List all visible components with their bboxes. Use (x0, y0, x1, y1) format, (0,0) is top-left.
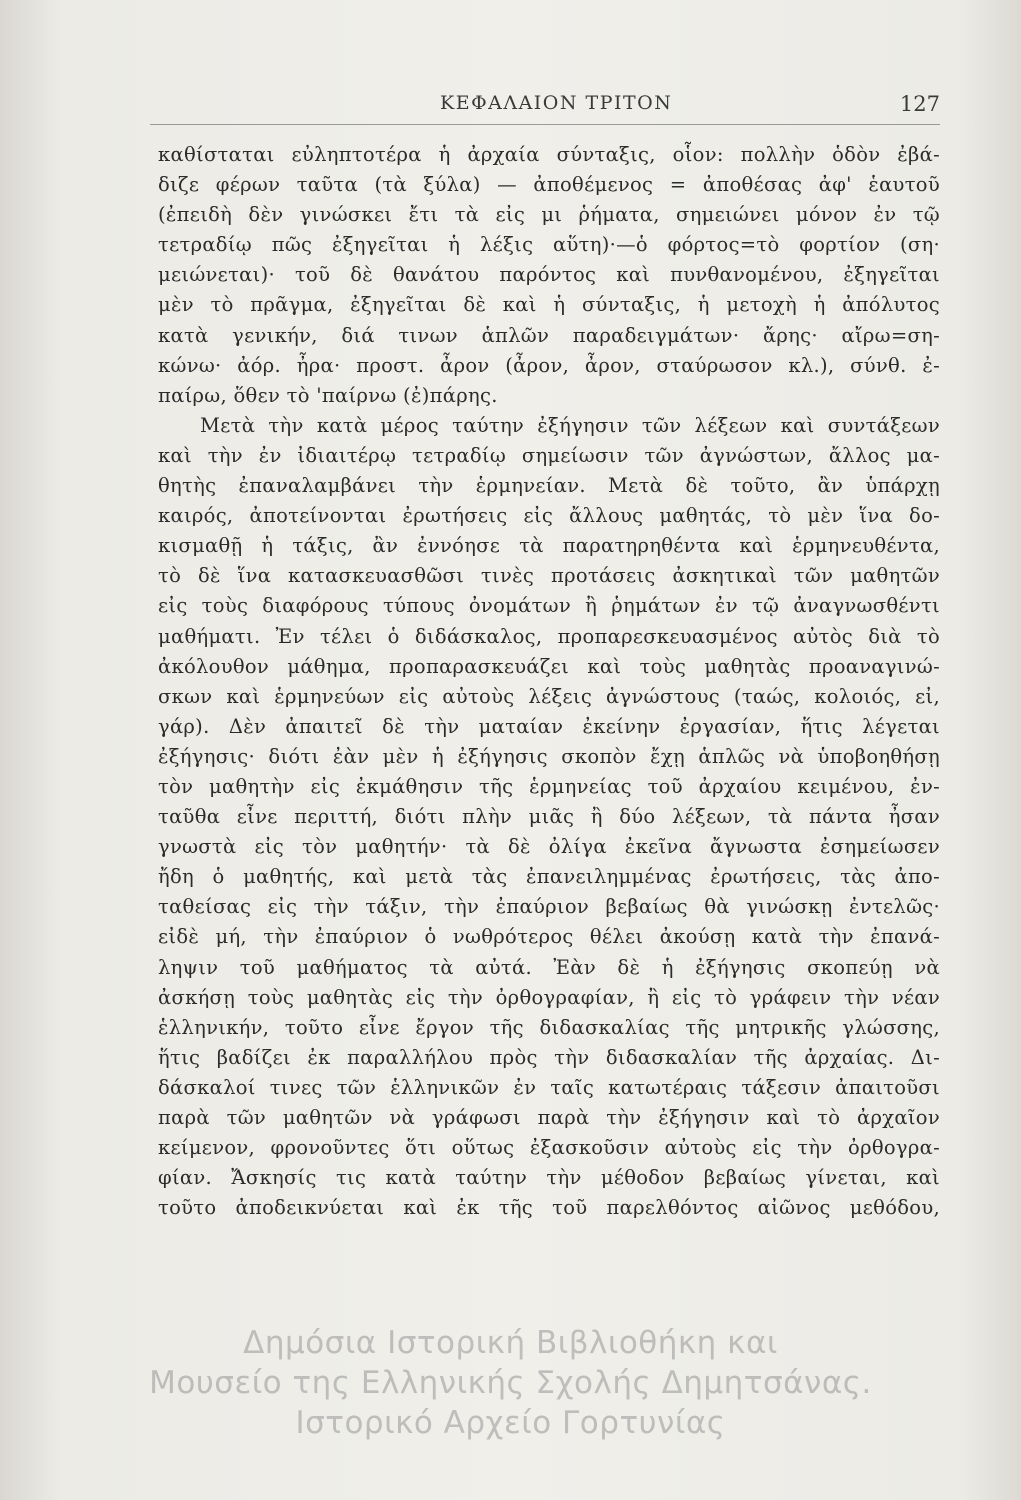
text-line: εἰδὲ μή, τὴν ἐπαύριον ὁ νωθρότερος θέλει ἀκούσῃ κατὰ τὴν ἐπανά- (158, 925, 940, 949)
text-line: ἀκόλουθον μάθημα, προπαρασκευάζει καὶ τοὺς μαθητὰς προαναγινώ- (158, 654, 940, 678)
watermark-line: Δημόσια Ιστορική Βιβλιοθήκη και (243, 1325, 778, 1361)
text-line: γάρ). Δὲν ἀπαιτεῖ δὲ τὴν ματαίαν ἐκείνην ἐργασίαν, ἥτις λέγεται (158, 714, 940, 738)
text-line: καθίσταται εὐληπτοτέρα ἡ ἀρχαία σύνταξις, οἷον: πολλὴν ὁδὸν ἐβά- (158, 143, 940, 166)
running-head: ΚΕΦΑΛΑΙΟΝ ΤΡΙΤΟΝ (440, 92, 673, 114)
text-line: τὸ δὲ ἵνα κατασκευασθῶσι τινὲς προτάσεις ἀσκητικαὶ τῶν μαθητῶν (158, 564, 940, 588)
text-line: καὶ τὴν ἐν ἰδιαιτέρῳ τετραδίῳ σημείωσιν τῶν ἀγνώστων, ἄλλος μα- (158, 443, 940, 467)
text-line: κείμενον, φρονοῦντες ὅτι οὕτως ἐξασκοῦσιν αὐτοὺς εἰς τὴν ὀρθογρα- (158, 1136, 940, 1160)
text-line: εἰς τοὺς διαφόρους τύπους ὀνομάτων ἢ ῥημάτων ἐν τῷ ἀναγνωσθέντι (158, 594, 940, 618)
text-line: παίρω, ὅθεν τὸ 'παίρνω (ἐ)πάρης. (158, 383, 498, 407)
text-line: ληψιν τοῦ μαθήματος τὰ αὐτά. Ἐὰν δὲ ἡ ἐξήγησις σκοπεύῃ νὰ (158, 955, 940, 979)
text-line: κατὰ γενικήν, διά τινων ἁπλῶν παραδειγμάτων· ἄρης· αἴρω=ση- (158, 323, 940, 347)
text-line: μαθήματι. Ἐν τέλει ὁ διδάσκαλος, προπαρεσκευασμένος αὐτὸς διὰ τὸ (158, 624, 940, 648)
text-line: γνωστὰ εἰς τὸν μαθητήν· τὰ δὲ ὀλίγα ἐκεῖνα ἄγνωστα ἐσημείωσεν (158, 835, 940, 859)
paragraph-start-line: Μετὰ τὴν κατὰ μέρος ταύτην ἐξήγησιν τῶν λέξεων καὶ συντάξεων (200, 413, 940, 437)
text-line: ταῦθα εἶνε περιττή, διότι πλὴν μιᾶς ἢ δύο λέξεων, τὰ πάντα ἦσαν (158, 805, 940, 829)
text-line: ἤδη ὁ μαθητής, καὶ μετὰ τὰς ἐπανειλημμένας ἐρωτήσεις, τὰς ἀπο- (158, 865, 940, 889)
text-line: ἥτις βαδίζει ἐκ παραλλήλου πρὸς τὴν διδασκαλίαν τῆς ἀρχαίας. Δι- (158, 1045, 940, 1069)
text-line: ἐξήγησις· διότι ἐὰν μὲν ἡ ἐξήγησις σκοπὸν ἔχῃ ἁπλῶς νὰ ὑποβοηθήσῃ (158, 744, 940, 768)
text-line: δάσκαλοί τινες τῶν ἑλληνικῶν ἐν ταῖς κατωτέραις τάξεσιν ἀπαιτοῦσι (158, 1075, 940, 1099)
body-text (158, 140, 940, 1223)
text-line: διζε φέρων ταῦτα (τὰ ξύλα) — ἀποθέμενος = ἀποθέσας ἀφ' ἑαυτοῦ (158, 173, 940, 197)
text-line: τετραδίῳ πῶς ἐξηγεῖται ἡ λέξις αὕτη)·—ὁ φόρτος=τὸ φορτίον (ση· (158, 233, 940, 257)
text-line: παρὰ τῶν μαθητῶν νὰ γράφωσι παρὰ τὴν ἐξήγησιν καὶ τὸ ἀρχαῖον (158, 1106, 940, 1129)
text-line: καιρός, ἀποτείνονται ἐρωτήσεις εἰς ἄλλους μαθητάς, τὸ μὲν ἵνα δο- (158, 504, 940, 528)
watermark-line: Ιστορικό Αρχείο Γορτυνίας (295, 1405, 726, 1441)
text-line: φίαν. Ἄσκησίς τις κατὰ ταύτην τὴν μέθοδον βεβαίως γίνεται, καὶ (158, 1166, 940, 1190)
text-line: (ἐπειδὴ δὲν γινώσκει ἔτι τὰ εἰς μι ῥήματα, σημειώνει μόνον ἐν τῷ (158, 203, 940, 227)
text-line: μειώνεται)· τοῦ δὲ θανάτου παρόντος καὶ πυνθανομένου, ἐξηγεῖται (158, 263, 940, 287)
watermark-line: Μουσείο της Ελληνικής Σχολής Δημητσάνας. (149, 1365, 872, 1401)
text-line: ἀσκήσῃ τοὺς μαθητὰς εἰς τὴν ὀρθογραφίαν, ἢ εἰς τὸ γράφειν τὴν νέαν (158, 985, 940, 1009)
text-line: σκων καὶ ἑρμηνεύων εἰς αὐτοὺς λέξεις ἀγνώστους (ταώς, κολοιός, εἰ, (158, 684, 940, 708)
text-line: τοῦτο ἀποδεικνύεται καὶ ἐκ τῆς τοῦ παρελθόντος αἰῶνος μεθόδου, (158, 1196, 940, 1220)
text-line: κώνω· ἀόρ. ἦρα· προστ. ἆρον (ἆρον, ἆρον, σταύρωσον κλ.), σύνθ. ἐ- (158, 353, 940, 377)
text-line: τὸν μαθητὴν εἰς ἐκμάθησιν τῆς ἑρμηνείας τοῦ ἀρχαίου κειμένου, ἐν- (158, 774, 940, 798)
page-header (150, 92, 940, 122)
header-rule (150, 124, 940, 125)
text-line: ἑλληνικήν, τοῦτο εἶνε ἔργον τῆς διδασκαλίας τῆς μητρικῆς γλώσσης, (158, 1015, 940, 1039)
text-line: ταθείσας εἰς τὴν τάξιν, τὴν ἐπαύριον βεβαίως θὰ γινώσκῃ ἐντελῶς· (158, 895, 940, 919)
text-line: θητὴς ἐπαναλαμβάνει τὴν ἑρμηνείαν. Μετὰ δὲ τοῦτο, ἂν ὑπάρχῃ (158, 474, 940, 498)
text-line: κισμαθῇ ἡ τάξις, ἂν ἐννόησε τὰ παρατηρηθέντα καὶ ἑρμηνευθέντα, (158, 534, 940, 558)
page-number: 127 (899, 92, 940, 116)
text-line: μὲν τὸ πρᾶγμα, ἐξηγεῖται δὲ καὶ ἡ σύνταξις, ἡ μετοχὴ ἡ ἀπόλυτος (158, 293, 940, 317)
